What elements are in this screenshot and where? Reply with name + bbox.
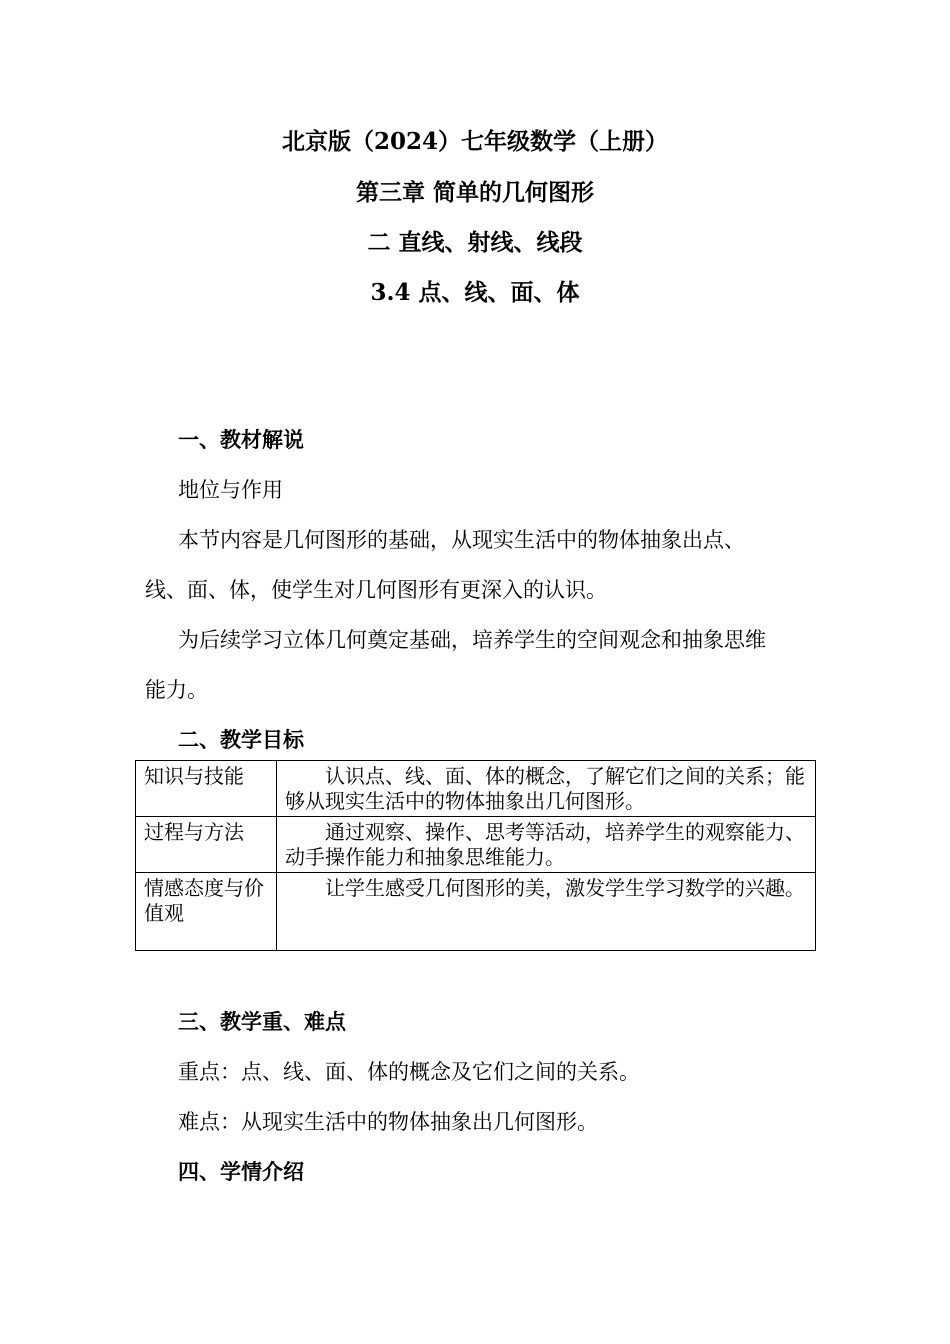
- section-title: 二 直线、射线、线段: [367, 229, 583, 256]
- goal-text: 让学生感受几何图形的美，激发学生学习数学的兴趣。: [277, 873, 816, 951]
- section1-heading: 一、教材解说: [178, 427, 304, 452]
- table-row: [136, 761, 816, 817]
- section3-heading: 三、教学重、难点: [178, 1009, 346, 1034]
- goal-label: 情感态度与价值观: [136, 873, 277, 951]
- book-title: 北京版（2024）七年级数学（上册）: [281, 128, 668, 155]
- section4-heading: 四、学情介绍: [178, 1159, 304, 1184]
- table-row: [136, 817, 816, 873]
- difficult-point: 难点：从现实生活中的物体抽象出几何图形。: [178, 1110, 598, 1134]
- table-row: [136, 873, 816, 951]
- key-point: 重点：点、线、面、体的概念及它们之间的关系。: [178, 1060, 640, 1084]
- para2-line2: 能力。: [145, 678, 208, 702]
- section2-heading: 二、教学目标: [178, 727, 304, 752]
- section1-subheading: 地位与作用: [178, 478, 283, 502]
- chapter-title: 第三章 简单的几何图形: [355, 179, 594, 206]
- goal-label: 知识与技能: [136, 761, 277, 817]
- goals-table: [135, 760, 816, 951]
- goal-text: 通过观察、操作、思考等活动，培养学生的观察能力、动手操作能力和抽象思维能力。: [277, 817, 816, 873]
- para2-line1: 为后续学习立体几何奠定基础，培养学生的空间观念和抽象思维: [178, 628, 766, 652]
- lesson-title: 3.4 点、线、面、体: [370, 279, 580, 306]
- para1-line1: 本节内容是几何图形的基础，从现实生活中的物体抽象出点、: [178, 528, 745, 552]
- goal-text: 认识点、线、面、体的概念，了解它们之间的关系；能够从现实生活中的物体抽象出几何图形。: [277, 761, 816, 817]
- para1-line2: 线、面、体，使学生对几何图形有更深入的认识。: [145, 578, 607, 602]
- goal-label: 过程与方法: [136, 817, 277, 873]
